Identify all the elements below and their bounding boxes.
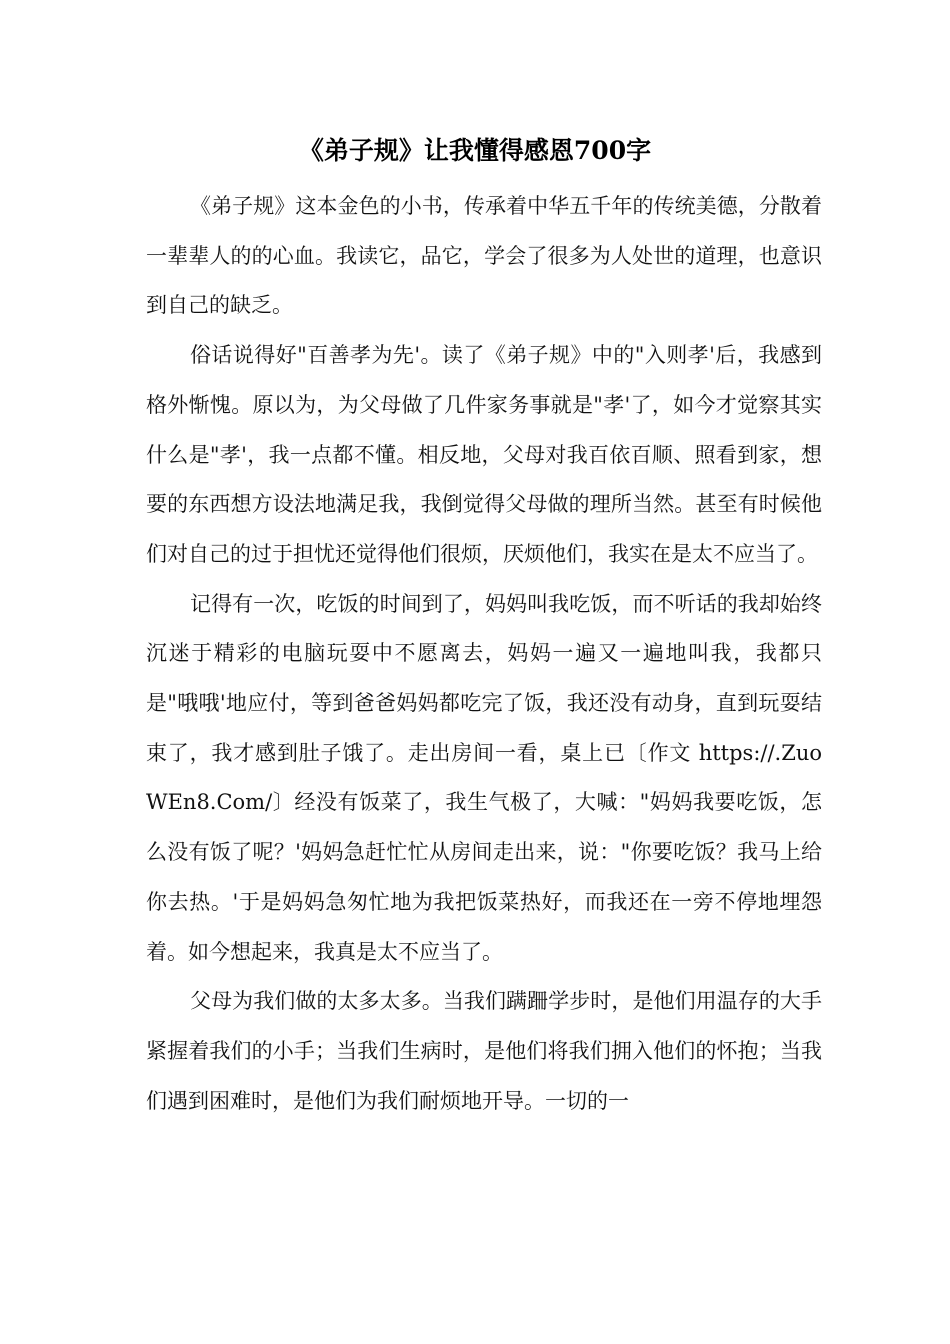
document-title: 《弟子规》让我懂得感恩700字 bbox=[298, 136, 652, 165]
paragraph-parents: 父母为我们做的太多太多。当我们蹒跚学步时，是他们用温存的大手紧握着我们的小手；当我们生病时，是他们将我们拥入他们的怀抱；当我们遇到困难时，是他们为我们耐烦地开导。一切的一 bbox=[146, 989, 822, 1113]
paragraph-intro: 《弟子规》这本金色的小书，传承着中华五千年的传统美德，分散着一辈辈人的的心血。我读它，品它，学会了很多为人处世的道理，也意识到自己的缺乏。 bbox=[146, 194, 822, 318]
paragraph-filial-piety: 俗话说得好"百善孝为先'。读了《弟子规》中的"入则孝'后，我感到格外惭愧。原以为，为父母做了几件家务事就是"孝'了，如今才觉察其实什么是"孝'，我一点都不懂。相反地，父母对我百依百顺、照看到家，想要的东西想方设法地满足我，我倒觉得父母做的理所当然。甚至有时候他们对自己的过于担忧还觉得他们很烦，厌烦他们，我实在是太不应当了。 bbox=[146, 343, 822, 566]
document-body bbox=[146, 182, 822, 1126]
paragraph-memory: 记得有一次，吃饭的时间到了，妈妈叫我吃饭，而不听话的我却始终沉迷于精彩的电脑玩耍中不愿离去，妈妈一遍又一遍地叫我，我都只是"哦哦'地应付，等到爸爸妈妈都吃完了饭，我还没有动身，直到玩耍结束了，我才感到肚子饿了。走出房间一看，桌上已〔作文 https://.ZuoWEn8.Com/〕经没有饭菜了，我生气极了，大喊："妈妈我要吃饭，怎么没有饭了呢？'妈妈急赶忙忙从房间走出来，说："你要吃饭？我马上给你去热。'于是妈妈急匆忙地为我把饭菜热好，而我还在一旁不停地埋怨着。如今想起来，我真是太不应当了。 bbox=[146, 591, 822, 964]
